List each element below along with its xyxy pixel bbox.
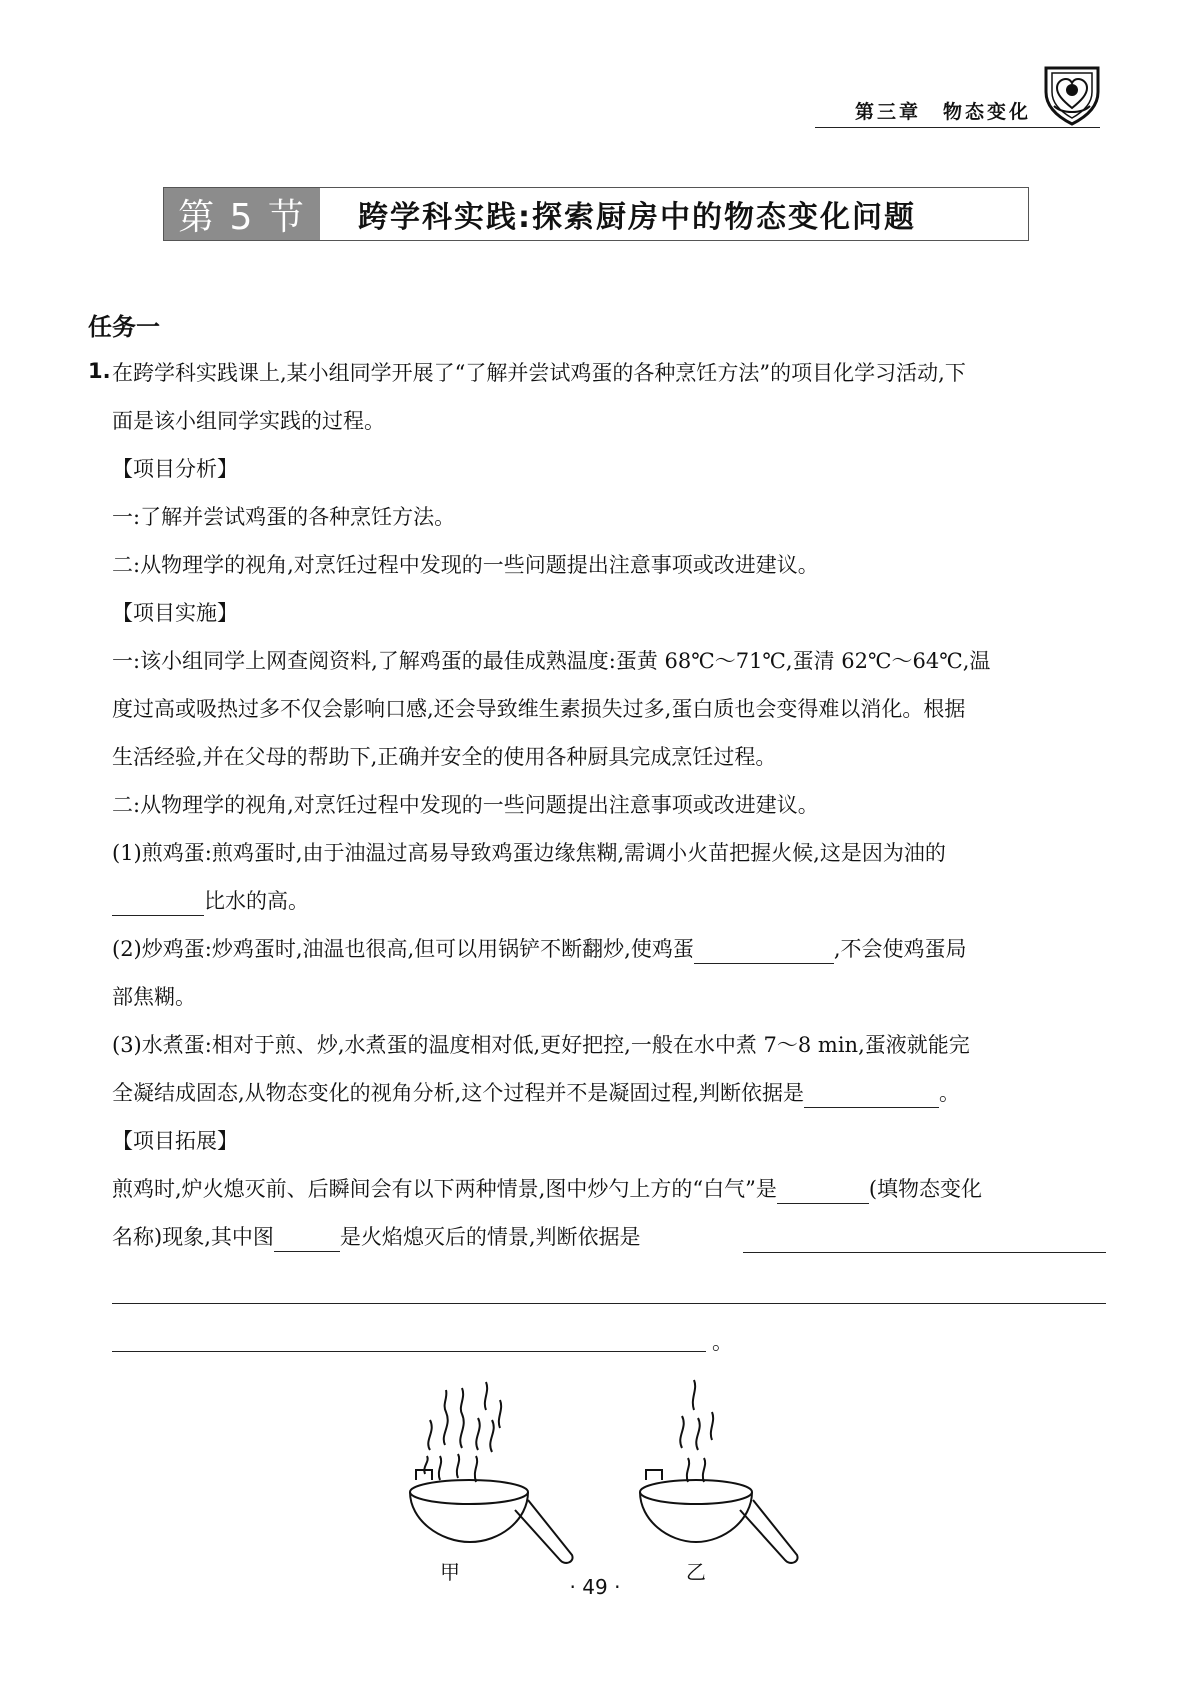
analysis-heading: 【项目分析】 (112, 457, 238, 481)
sub-question-1: (1)煎鸡蛋:煎鸡蛋时,由于油温过高易导致鸡蛋边缘焦糊,需调小火苗把握火候,这是因为油的 (112, 841, 946, 865)
sub-question-3: (3)水煮蛋:相对于煎、炒,水煮蛋的温度相对低,更好把控,一般在水中煮 7～8 min,蛋液就能完 (112, 1033, 970, 1057)
section-title: 跨学科实践:探索厨房中的物态变化问题 (358, 200, 916, 235)
answer-blank[interactable] (777, 1181, 869, 1204)
sub-question-2-cont: 部焦糊。 (112, 985, 196, 1009)
answer-line[interactable] (112, 1303, 1106, 1304)
question-number: 1. (88, 359, 111, 383)
sub-question-3-cont: 全凝结成固态,从物态变化的视角分析,这个过程并不是凝固过程,判断依据是 。 (112, 1078, 1108, 1108)
implement-text-line: 生活经验,并在父母的帮助下,正确并安全的使用各种厨具完成烹饪过程。 (112, 745, 777, 769)
wok-figure (400, 1370, 800, 1584)
question-intro-line: 面是该小组同学实践的过程。 (112, 409, 385, 433)
extend-text-line: 名称)现象,其中图 是火焰熄灭后的情景,判断依据是 (112, 1222, 1108, 1252)
answer-line[interactable] (112, 1351, 706, 1352)
section-number: 第 5 节 (164, 188, 320, 240)
wok-illustration (400, 1370, 800, 1580)
page-number: · 49 · (569, 1575, 621, 1599)
figure-label-b: 乙 (686, 1560, 706, 1584)
answer-blank[interactable] (274, 1229, 340, 1252)
extend-heading: 【项目拓展】 (112, 1129, 238, 1153)
answer-blank[interactable] (804, 1085, 939, 1108)
answer-blank[interactable] (694, 941, 834, 964)
chapter-header: 第三章 物态变化 (855, 101, 1032, 123)
implement-text-line: 度过高或吸热过多不仅会影响口感,还会导致维生素损失过多,蛋白质也会变得难以消化。根据 (112, 697, 966, 721)
school-badge-icon (1040, 62, 1104, 126)
wok-b (640, 1380, 798, 1563)
task-heading: 任务一 (88, 313, 160, 341)
section-title-box (163, 187, 1029, 241)
sub-question-1-cont: 比水的高。 (112, 886, 1108, 916)
implement-text-line: 一:该小组同学上网查阅资料,了解鸡蛋的最佳成熟温度:蛋黄 68℃～71℃,蛋清 62℃～64℃,温 (112, 649, 991, 673)
analysis-item: 二:从物理学的视角,对烹饪过程中发现的一些问题提出注意事项或改进建议。 (112, 553, 819, 577)
question-intro-line: 在跨学科实践课上,某小组同学开展了“了解并尝试鸡蛋的各种烹饪方法”的项目化学习活动,下 (112, 361, 966, 385)
figure-label-a: 甲 (440, 1560, 460, 1584)
sub-question-2: (2)炒鸡蛋:炒鸡蛋时,油温也很高,但可以用锅铲不断翻炒,使鸡蛋 ,不会使鸡蛋局 (112, 934, 1108, 964)
header-divider (815, 127, 1100, 128)
implement-heading: 【项目实施】 (112, 601, 238, 625)
answer-end-mark: 。 (712, 1330, 733, 1354)
extend-text-line: 煎鸡时,炉火熄灭前、后瞬间会有以下两种情景,图中炒勺上方的“白气”是 (填物态变化 (112, 1174, 1108, 1204)
answer-blank[interactable] (112, 893, 204, 916)
implement-text-line: 二:从物理学的视角,对烹饪过程中发现的一些问题提出注意事项或改进建议。 (112, 793, 819, 817)
answer-line[interactable] (743, 1252, 1106, 1253)
wok-a (410, 1382, 573, 1563)
analysis-item: 一:了解并尝试鸡蛋的各种烹饪方法。 (112, 505, 456, 529)
